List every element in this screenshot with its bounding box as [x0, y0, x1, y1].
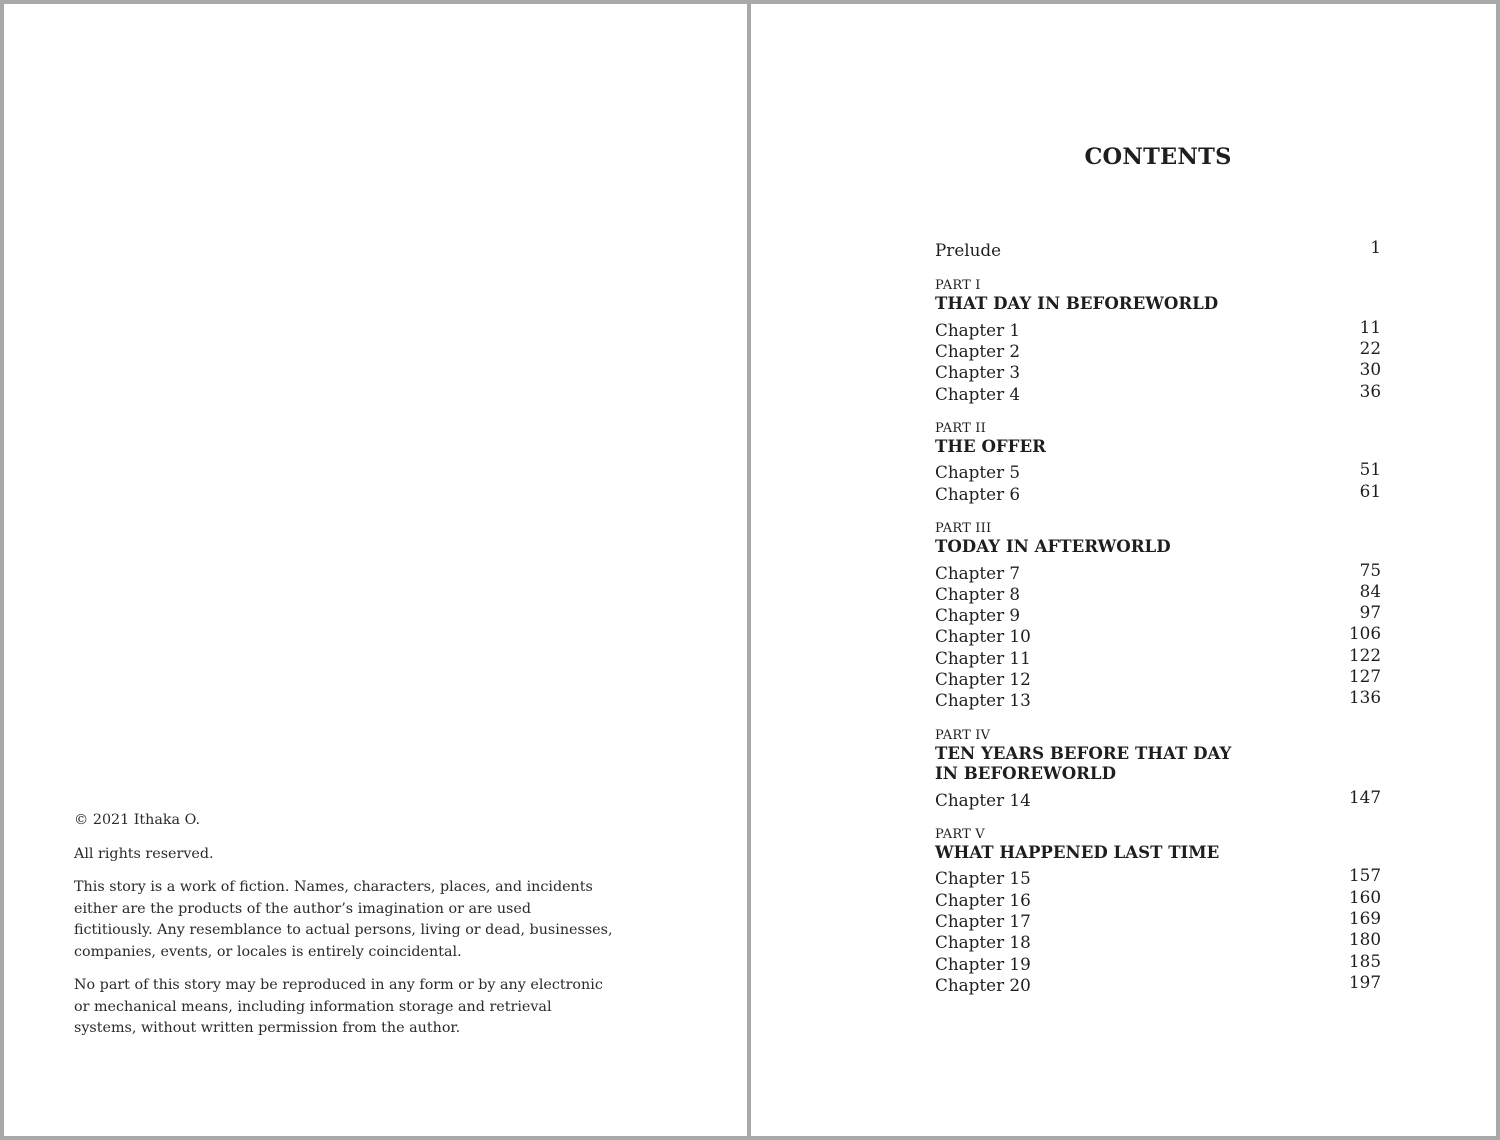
toc-entry-chapter[interactable] — [935, 480, 1381, 505]
contents-page — [751, 4, 1496, 1136]
toc-entry-chapter[interactable] — [935, 580, 1381, 605]
toc-entry-label: Chapter 18 — [935, 932, 1031, 953]
toc-entry-chapter[interactable] — [935, 865, 1381, 889]
reproduction-notice: No part of this story may be reproduced in any form or by any electronic or mechanical means, including information storage and retrieval systems, without written permission from the author. — [74, 977, 603, 1036]
page-title: CONTENTS — [1084, 144, 1232, 170]
toc-page-number: 1 — [1370, 237, 1381, 257]
toc-part — [935, 278, 1381, 405]
toc-entry-chapter[interactable] — [935, 459, 1381, 483]
toc-page-number: 61 — [1359, 480, 1381, 501]
toc-entry-chapter[interactable] — [935, 929, 1381, 953]
toc-entry-label: Chapter 7 — [935, 562, 1021, 583]
part-title: THAT DAY IN BEFOREWORLD — [935, 293, 1219, 314]
toc-entry-label: Chapter 2 — [935, 341, 1021, 362]
toc-page-number: 197 — [1348, 971, 1381, 992]
toc-entry-chapter[interactable] — [935, 380, 1381, 405]
toc-entry-label: Chapter 11 — [935, 647, 1031, 668]
toc-entry-chapter[interactable] — [935, 316, 1381, 341]
toc-entry-label: Chapter 5 — [935, 462, 1021, 483]
part-title: TODAY IN AFTERWORLD — [935, 536, 1171, 557]
part-label: PART I — [935, 278, 981, 294]
toc-page-number: 97 — [1359, 602, 1381, 623]
toc-entry-chapter[interactable] — [935, 559, 1381, 584]
toc-entry-label: Chapter 8 — [935, 583, 1021, 604]
toc-page-number: 147 — [1348, 786, 1381, 807]
toc-entry-label: Chapter 13 — [935, 690, 1031, 711]
toc-part — [935, 728, 1381, 811]
part-label: PART IV — [935, 727, 991, 743]
toc-page-number: 160 — [1348, 886, 1381, 907]
toc-page-number: 22 — [1359, 338, 1381, 359]
part-title: THE OFFER — [935, 435, 1046, 456]
part-title: TEN YEARS BEFORE THAT DAY IN BEFOREWORLD — [935, 742, 1232, 784]
part-title: WHAT HAPPENED LAST TIME — [935, 841, 1220, 862]
toc-page-number: 185 — [1348, 950, 1381, 971]
toc-page-number: 122 — [1348, 644, 1381, 665]
toc-page-number: 51 — [1359, 459, 1381, 480]
toc-part — [935, 827, 1381, 996]
part-label: PART V — [935, 826, 985, 842]
toc-page-number: 36 — [1359, 380, 1381, 401]
toc-entry-chapter[interactable] — [935, 623, 1381, 647]
toc-entry-label: Chapter 17 — [935, 911, 1031, 932]
toc-entry-label: Chapter 15 — [935, 868, 1031, 889]
toc-entry-chapter[interactable] — [935, 971, 1381, 996]
table-of-contents — [935, 237, 1381, 1012]
toc-page-number: 157 — [1348, 865, 1381, 886]
toc-page-number: 180 — [1348, 929, 1381, 950]
toc-page-number: 169 — [1348, 908, 1381, 929]
toc-page-number: 11 — [1359, 316, 1381, 337]
fiction-disclaimer: This story is a work of fiction. Names, characters, places, and incidents either are the products of the author’s imagination or are used fictitiously. Any resemblance to actual persons, living or dead, businesses, companies, events, or locales is entirely coincidental. — [74, 879, 613, 960]
copyright-block — [74, 810, 614, 1052]
toc-entry-chapter[interactable] — [935, 950, 1381, 975]
toc-entry-chapter[interactable] — [935, 908, 1381, 932]
toc-entry-label: Chapter 19 — [935, 953, 1031, 974]
toc-entry-label: Chapter 14 — [935, 789, 1031, 810]
toc-entry-label: Chapter 20 — [935, 974, 1031, 995]
toc-entry-chapter[interactable] — [935, 666, 1381, 690]
toc-part — [935, 421, 1381, 505]
toc-page-number: 106 — [1348, 623, 1381, 644]
toc-entry-label: Chapter 12 — [935, 669, 1031, 690]
toc-entry-chapter[interactable] — [935, 602, 1381, 626]
toc-entry-chapter[interactable] — [935, 359, 1381, 383]
toc-entry-label: Chapter 6 — [935, 483, 1021, 504]
toc-entry-chapter[interactable] — [935, 644, 1381, 669]
toc-entry-prelude[interactable] — [935, 237, 1381, 261]
toc-entry-chapter[interactable] — [935, 886, 1381, 911]
copyright-page — [4, 4, 747, 1136]
toc-entry-chapter[interactable] — [935, 338, 1381, 362]
part-label: PART II — [935, 420, 986, 436]
toc-page-number: 84 — [1359, 580, 1381, 601]
toc-entry-label: Chapter 9 — [935, 605, 1021, 626]
toc-entry-label: Chapter 4 — [935, 383, 1021, 404]
copyright-notice: © 2021 Ithaka O. — [74, 812, 201, 828]
toc-page-number: 136 — [1348, 687, 1381, 708]
toc-entry-label: Chapter 16 — [935, 889, 1031, 910]
rights-statement: All rights reserved. — [74, 845, 214, 862]
toc-page-number: 75 — [1359, 559, 1381, 580]
toc-entry-chapter[interactable] — [935, 687, 1381, 711]
toc-entry-label: Prelude — [935, 240, 1002, 260]
toc-part — [935, 521, 1381, 712]
toc-entry-chapter[interactable] — [935, 786, 1381, 811]
toc-entry-label: Chapter 3 — [935, 362, 1021, 383]
toc-entry-label: Chapter 1 — [935, 319, 1021, 340]
part-label: PART III — [935, 521, 992, 537]
toc-page-number: 127 — [1348, 666, 1381, 687]
toc-entry-label: Chapter 10 — [935, 626, 1031, 647]
toc-page-number: 30 — [1359, 359, 1381, 380]
